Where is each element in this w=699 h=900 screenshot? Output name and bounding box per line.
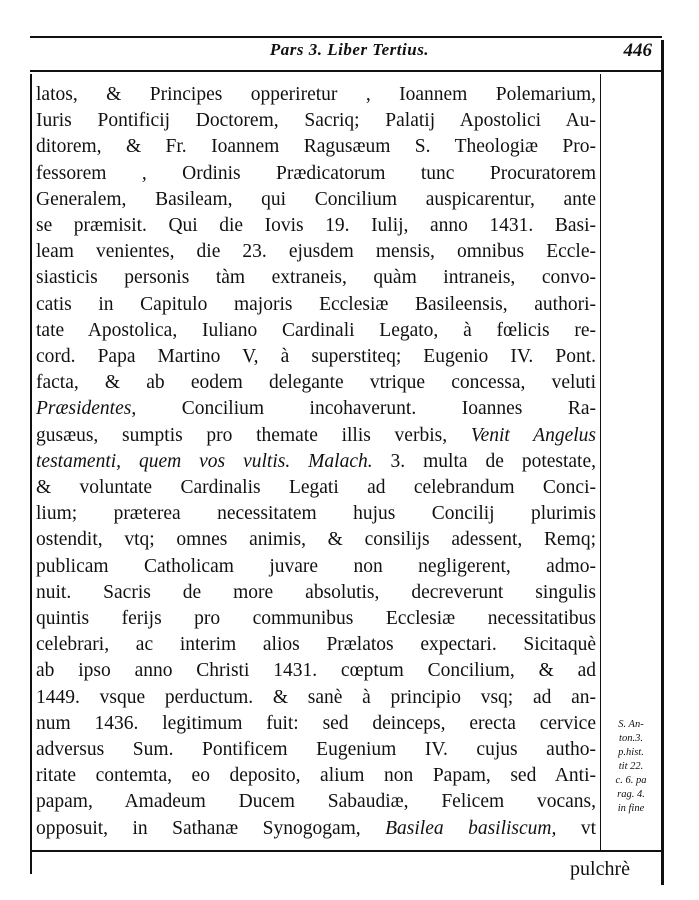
text-segment: facta, & ab eodem delegante vtrique concessa, veluti [36,372,596,394]
text-line [36,187,596,213]
text-line [36,318,596,344]
text-segment: adversus Sum. Pontificem Eugenium IV. cujus autho- [36,739,596,761]
text-segment: ab ipso anno Christi 1431. cœptum Concilium, & ad [36,660,596,682]
text-segment: lium; præterea necessitatem hujus Concilij plurimis [36,503,596,525]
text-segment: leam venientes, die 23. ejusdem mensis, omnibus Eccle- [36,241,596,263]
marginal-note-line: in fine [617,803,645,814]
italic-text-segment: Venit Angelus [470,424,596,446]
main-text-column [36,82,596,842]
text-line [36,527,596,553]
footer-rule [30,850,662,852]
text-segment: , Concilium incohaverunt. Ioannes Ra- [131,398,596,420]
text-line [36,763,596,789]
text-line [36,423,596,449]
text-segment: cord. Papa Martino V, à superstiteq; Eugenio IV. Pont. [36,346,596,368]
header-bottom-rule [30,70,662,72]
page-number: 446 [623,40,652,61]
text-segment: ritate contemta, eo deposito, alium non Papam, sed Anti- [36,765,596,787]
text-segment: opposuit, in Sathanæ Synogogam, [36,817,386,839]
text-segment: papam, Amadeum Ducem Sabaudiæ, Felicem vocans, [36,791,596,813]
text-line [36,265,596,291]
marginal-note-line: tit 22. [618,761,644,772]
text-segment: nuit. Sacris de more absolutis, decreverunt singulis [36,581,596,603]
italic-text-segment: testamenti, quem vos vultis. Malach. [36,450,373,472]
text-segment: se præmisit. Qui die Iovis 19. Iulij, anno 1431. Basi- [36,215,596,237]
marginal-note-line: c. 6. pa [615,775,647,786]
text-segment: ostendit, vtq; omnes animis, & consilijs adessent, Remq; [36,529,596,551]
header-top-rule [30,36,662,38]
text-line [36,396,596,422]
marginal-note-line: ton.3. [619,733,643,744]
text-segment: num 1436. legitimum fuit: sed deinceps, erecta cervice [36,712,596,734]
text-segment: Iuris Pontificij Doctorem, Sacriq; Palatij Apostolici Au- [36,110,596,132]
text-line [36,213,596,239]
text-segment: fessorem , Ordinis Prædicatorum tunc Procuratorem [36,162,596,184]
text-line [36,580,596,606]
text-line [36,606,596,632]
marginal-note-line: p.hist. [618,747,644,758]
text-line [36,632,596,658]
text-segment: publicam Catholicam juvare non negligerent, admo- [36,555,596,577]
text-line [36,711,596,737]
text-line [36,344,596,370]
catchword: pulchrè [570,858,630,880]
text-line [36,82,596,108]
right-frame-rule [661,40,664,885]
text-segment: gusæus, sumptis pro themate illis verbis, [36,424,471,446]
text-line [36,685,596,711]
text-segment: Generalem, Basileam, qui Concilium auspicarentur, ante [36,188,596,210]
text-line [36,816,596,842]
text-line [36,108,596,134]
text-line [36,292,596,318]
text-line [36,475,596,501]
marginal-note [604,718,658,816]
marginal-note-line: rag. 4. [617,789,645,800]
margin-column-rule [600,74,601,850]
text-line [36,554,596,580]
text-segment: ditorem, & Fr. Ioannem Ragusæum S. Theologiæ Pro- [36,136,596,158]
text-segment: quintis ferijs pro communibus Ecclesiæ necessitatibus [36,608,596,630]
left-frame-rule [30,74,32,874]
text-line [36,449,596,475]
text-segment: tate Apostolica, Iuliano Cardinali Legato, à fœlicis re- [36,319,596,341]
text-line [36,658,596,684]
text-line [36,789,596,815]
text-segment: catis in Capitulo majoris Ecclesiæ Basileensis, authori- [36,293,596,315]
running-header-title: Pars 3. Liber Tertius. [269,40,430,59]
text-segment: 1449. vsque perductum. & sanè à principio vsq; ad an- [36,686,596,708]
italic-text-segment: Præsidentes [36,398,132,420]
text-line [36,370,596,396]
text-segment: vt [556,817,596,839]
text-segment: & voluntate Cardinalis Legati ad celebrandum Conci- [36,477,596,499]
text-line [36,239,596,265]
text-line [36,161,596,187]
text-segment: siasticis personis tàm extraneis, quàm intraneis, convo- [36,267,596,289]
italic-text-segment: Basilea basiliscum, [385,817,557,839]
text-segment: celebrari, ac interim alios Prælatos expectari. Sicitaquè [36,634,596,656]
marginal-note-line: S. An- [618,719,644,730]
text-line [36,737,596,763]
text-segment: latos, & Principes opperiretur , Ioannem Polemarium, [36,84,596,105]
text-line [36,501,596,527]
text-line [36,134,596,160]
text-segment: 3. multa de potestate, [372,450,597,472]
